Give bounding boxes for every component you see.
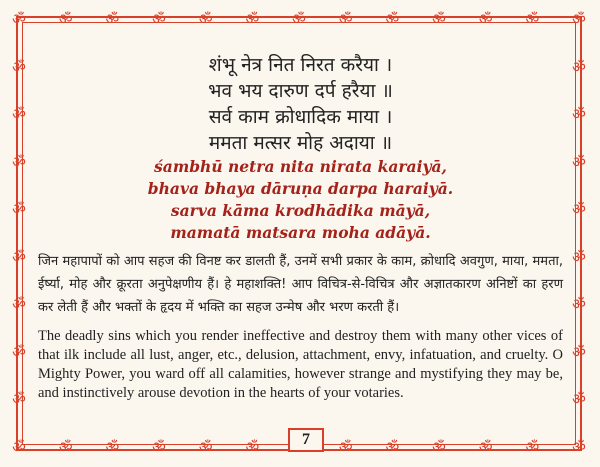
om-symbol-icon — [195, 436, 217, 458]
transliteration-line: bhava bhaya dāruṇa darpa haraiyā. — [147, 179, 454, 198]
om-symbol-icon — [381, 436, 403, 458]
om-symbol-icon — [428, 436, 450, 458]
om-symbol-icon — [335, 436, 357, 458]
om-symbol-icon — [8, 151, 30, 173]
verse-devanagari — [38, 52, 563, 156]
transliteration-line: mamatā matsara moha adāyā. — [170, 223, 431, 242]
verse-line: सर्व काम क्रोधादिक माया । — [208, 106, 393, 128]
transliteration-line: śambhū netra nita nirata karaiyā, — [154, 157, 447, 176]
om-symbol-icon — [8, 341, 30, 363]
om-symbol-icon — [568, 103, 590, 125]
om-symbol-icon — [568, 246, 590, 268]
om-symbol-icon — [195, 8, 217, 30]
om-symbol-icon — [335, 8, 357, 30]
om-symbol-icon — [568, 151, 590, 173]
om-symbol-icon — [568, 8, 590, 30]
om-symbol-icon — [428, 8, 450, 30]
om-symbol-icon — [8, 8, 30, 30]
page-number: 7 — [288, 428, 324, 452]
om-symbol-icon — [521, 436, 543, 458]
om-symbol-icon — [55, 436, 77, 458]
om-symbol-icon — [8, 246, 30, 268]
om-symbol-icon — [241, 436, 263, 458]
verse-line: शंभू नेत्र नित निरत करैया । — [208, 54, 393, 76]
om-symbol-icon — [8, 436, 30, 458]
om-symbol-icon — [241, 8, 263, 30]
om-symbol-icon — [475, 8, 497, 30]
verse-line: ममता मत्सर मोह अदाया ॥ — [208, 132, 393, 154]
om-symbol-icon — [8, 103, 30, 125]
page-content — [38, 52, 563, 403]
verse-line: भव भय दारुण दर्प हरैया ॥ — [208, 80, 393, 102]
om-symbol-icon — [55, 8, 77, 30]
om-symbol-icon — [148, 436, 170, 458]
om-symbol-icon — [288, 8, 310, 30]
om-symbol-icon — [568, 341, 590, 363]
om-symbol-icon — [568, 436, 590, 458]
transliteration-line: sarva kāma krodhādika māyā, — [170, 201, 431, 220]
om-symbol-icon — [521, 8, 543, 30]
om-symbol-icon — [101, 436, 123, 458]
om-symbol-icon — [568, 388, 590, 410]
om-symbol-icon — [568, 198, 590, 220]
om-symbol-icon — [8, 388, 30, 410]
om-symbol-icon — [8, 293, 30, 315]
verse-transliteration — [38, 156, 563, 244]
om-symbol-icon — [8, 198, 30, 220]
om-symbol-icon — [475, 436, 497, 458]
om-symbol-icon — [568, 56, 590, 78]
om-symbol-icon — [568, 293, 590, 315]
hindi-commentary: जिन महापापों को आप सहज की विनष्ट कर डालती हैं, उनमें सभी प्रकार के काम, क्रोधादि अवगुण, माया, ममता, ईर्ष्या, मोह और क्रूरता अनुपेक्षणीय हैं। हे महाशक्ति! आप विचित्र-से-विचित्र और अज्ञातकारण अनिष्टों का हरण कर लेती हैं और भक्तों के हृदय में भक्ति का सहज उन्मेष और भरण करती हैं। — [38, 254, 563, 315]
om-symbol-icon — [101, 8, 123, 30]
om-symbol-icon — [148, 8, 170, 30]
om-symbol-icon — [381, 8, 403, 30]
om-symbol-icon — [8, 56, 30, 78]
english-translation: The deadly sins which you render ineffective and destroy them with many other vices of that ilk include all lust, anger, etc., delusion, attachment, envy, infatuation, and cruelty. O Mighty Power, you ward off all calamities, however strange and mystifying they may be, and instinctively arouse devotion in the hearts of your votaries. — [38, 328, 563, 401]
